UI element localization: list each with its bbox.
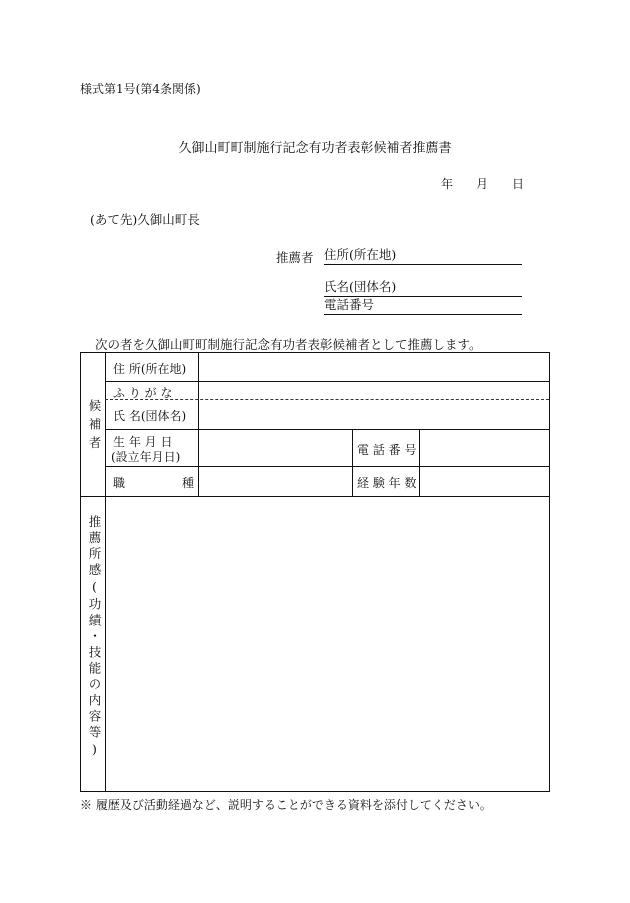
form-number: 様式第1号(第4条関係) [80, 82, 201, 96]
document-title: 久御山町町制施行記念有功者表彰候補者推薦書 [178, 141, 452, 156]
attachment-note: ※ 履歴及び活動経過など、説明することができる資料を添付してください。 [80, 798, 492, 812]
candidate-experience-label: 経 験 年 数 [357, 476, 417, 490]
candidate-occupation-label-left: 職 [113, 476, 126, 490]
candidate-address-label: 住 所(所在地) [113, 362, 187, 376]
candidate-experience-input[interactable] [420, 467, 549, 496]
candidate-furigana-input[interactable] [199, 382, 549, 399]
recommender-label: 推薦者 [276, 250, 314, 265]
candidate-table [80, 352, 550, 792]
candidate-name-label: 氏 名(団体名) [113, 409, 187, 423]
candidate-birth-label: 生 年 月 日 [113, 435, 173, 449]
date-month-label: 月 [476, 177, 489, 191]
recommender-name-label: 氏名(団体名) [324, 279, 397, 294]
candidate-occupation-input[interactable] [199, 467, 352, 496]
candidate-occupation-label-right: 種 [182, 476, 195, 490]
recommender-phone-field[interactable] [324, 297, 522, 315]
recommender-name-field[interactable] [324, 279, 522, 297]
date-year-label: 年 [441, 177, 454, 191]
candidate-phone-label: 電 話 番 号 [357, 443, 417, 457]
recommender-phone-label: 電話番号 [324, 297, 375, 312]
table-phone-divider-left [352, 429, 353, 496]
candidate-label: 候補者 [87, 399, 102, 455]
candidate-name-input[interactable] [199, 400, 549, 429]
recommendation-reason-label: 推薦所感(功績・技能の内容等) [87, 515, 102, 760]
candidate-birth-input[interactable] [199, 430, 352, 466]
candidate-furigana-label: ふ り が な [113, 386, 173, 400]
addressee: (あて先)久御山町長 [90, 212, 200, 227]
recommender-address-field[interactable] [324, 247, 522, 265]
recommendation-reason-input[interactable] [106, 497, 549, 791]
candidate-address-input[interactable] [199, 353, 549, 381]
date-day-label: 日 [512, 177, 525, 191]
recommender-address-label: 住所(所在地) [324, 247, 397, 262]
candidate-phone-input[interactable] [420, 430, 549, 466]
intro-text: 次の者を久御山町町制施行記念有功者表彰候補者として推薦します。 [95, 337, 482, 352]
candidate-founded-label: (設立年月日) [111, 450, 181, 464]
